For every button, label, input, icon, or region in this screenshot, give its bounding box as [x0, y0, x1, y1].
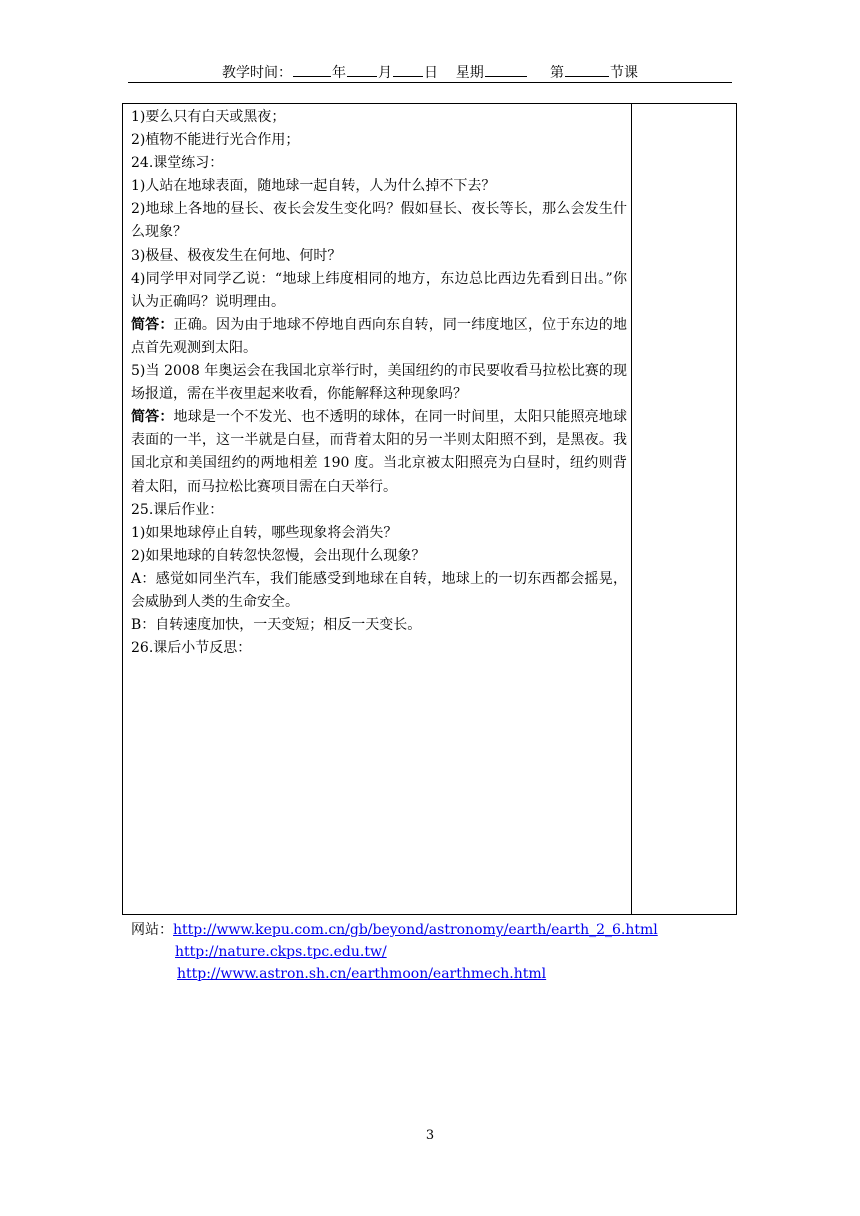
answer-label: 简答：	[131, 316, 174, 333]
answer-text: 正确。因为由于地球不停地自西向东自转，同一纬度地区，位于东边的地点首先观测到太阳。	[131, 316, 627, 356]
header-period-prefix: 第	[550, 65, 565, 81]
table-column-divider	[631, 103, 632, 915]
question-item: 4)同学甲对同学乙说：“地球上纬度相同的地方，东边总比西边先看到日出。”你认为正确吗？说明理由。	[131, 270, 627, 310]
question-item: 2)地球上各地的昼长、夜长会发生变化吗？假如昼长、夜长等长，那么会发生什么现象？	[131, 201, 627, 241]
page-header	[128, 62, 732, 83]
website-links	[131, 919, 658, 985]
header-time-label: 教学时间：	[221, 65, 292, 81]
header-rule	[128, 82, 732, 83]
content-line: 1)要么只有白天或黑夜；	[131, 109, 286, 125]
day-blank	[393, 62, 423, 77]
header-period-suffix: 节课	[610, 65, 639, 81]
page-number: 3	[425, 1128, 435, 1143]
answer-text: 地球是一个不发光、也不透明的球体，在同一时间里，太阳只能照亮地球表面的一半，这一半就是白昼，而背着太阳的另一半则太阳照不到，是黑夜。我国北京和美国纽约的两地相差 190 度。当北京被太阳照亮为白昼时，纽约则背着太阳，而马拉松比赛项目需在白天举行。	[131, 409, 627, 495]
question-item: 5)当 2008 年奥运会在我国北京举行时，美国纽约的市民要收看马拉松比赛的现场报道，需在半夜里起来收看，你能解释这种现象吗？	[131, 363, 627, 403]
section-heading: 25.课后作业：	[131, 501, 224, 518]
link-ckps[interactable]: http://nature.ckps.tpc.edu.tw/	[175, 944, 387, 960]
answer-block	[131, 314, 627, 360]
header-weekday-label: 星期	[455, 65, 484, 81]
header-month-label: 月	[377, 65, 392, 81]
header-day-label: 日	[423, 65, 438, 81]
period-blank	[565, 62, 609, 77]
section-heading: 26.课后小节反思：	[131, 640, 252, 657]
answer-item: A：感觉如同坐汽车，我们能感受到地球在自转，地球上的一切东西都会摇晃，会威胁到人类的生命安全。	[131, 570, 627, 610]
links-label: 网站：	[131, 922, 173, 938]
answer-item: B：自转速度加快，一天变短；相反一天变长。	[131, 617, 422, 634]
year-blank	[293, 62, 331, 77]
question-item: 3)极昼、极夜发生在何地、何时？	[131, 247, 342, 264]
weekday-blank	[485, 62, 527, 77]
content-line: 2)植物不能进行光合作用；	[131, 132, 300, 149]
section-heading: 24.课堂练习：	[131, 155, 224, 172]
answer-label: 简答：	[131, 409, 174, 426]
month-blank	[347, 62, 377, 77]
lesson-content	[131, 106, 627, 660]
question-item: 1)如果地球停止自转，哪些现象将会消失？	[131, 524, 398, 541]
link-kepu[interactable]: http://www.kepu.com.cn/gb/beyond/astronomy/earth/earth_2_6.html	[173, 922, 658, 938]
header-year-label: 年	[331, 65, 346, 81]
answer-block	[131, 406, 627, 498]
question-item: 1)人站在地球表面，随地球一起自转，人为什么掉不下去？	[131, 178, 496, 195]
question-item: 2)如果地球的自转忽快忽慢，会出现什么现象？	[131, 547, 426, 564]
link-astron[interactable]: http://www.astron.sh.cn/earthmoon/earthmech.html	[177, 966, 547, 982]
